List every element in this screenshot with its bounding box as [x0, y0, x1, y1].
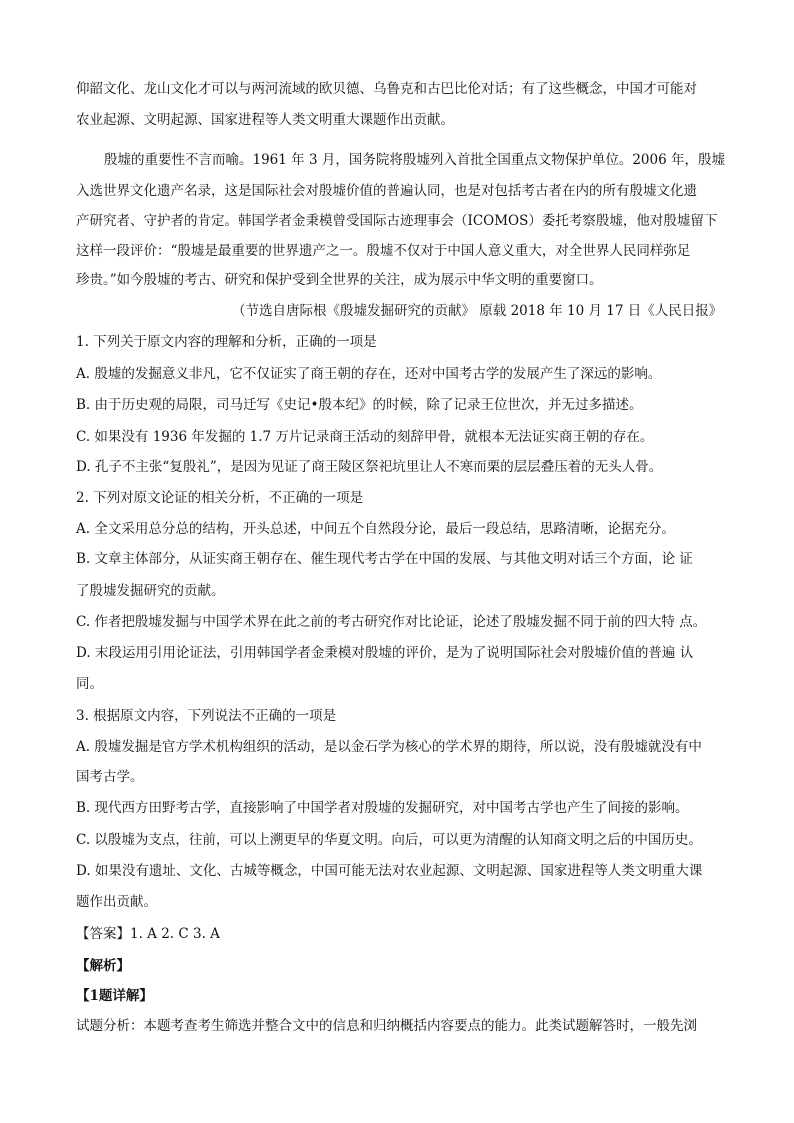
question-option: C. 如果没有 1936 年发掘的 1.7 万片记录商王活动的刻辞甲骨，就根本无法证实商王朝的存在。	[76, 429, 654, 445]
passage-line: 仰韶文化、龙山文化才可以与两河流域的欧贝德、乌鲁克和古巴比伦对话；有了这些概念，中国才可能对	[76, 81, 697, 97]
question-option: C. 以殷墟为支点，往前，可以上溯更早的华夏文明。向后，可以更为清醒的认知商文明之后的中国历史。	[76, 832, 702, 848]
question-option: A. 殷墟的发掘意义非凡，它不仅证实了商王朝的存在，还对中国考古学的发展产生了深远的影响。	[76, 366, 662, 382]
question-option: D. 如果没有遗址、文化、古城等概念，中国可能无法对农业起源、文明起源、国家进程等人类文明重大课	[76, 863, 703, 879]
detail-heading: 【1题详解】	[76, 988, 153, 1004]
question-option-continuation: 同。	[76, 676, 103, 692]
answer-line: 【答案】1. A 2. C 3. A	[76, 926, 220, 942]
passage-line: 入选世界文化遗产名录，这是国际社会对殷墟价值的普遍认同，也是对包括考古者在内的所有殷墟文化遗	[76, 183, 697, 199]
question-option-continuation: 国考古学。	[76, 769, 144, 785]
analysis-text: 试题分析：本题考查考生筛选并整合文中的信息和归纳概括内容要点的能力。此类试题解答时，一般先浏	[76, 1018, 697, 1034]
question-option: C. 作者把殷墟发掘与中国学术界在此之前的考古研究作对比论证，论述了殷墟发掘不同于前的四大特 点。	[76, 614, 707, 630]
passage-line: 农业起源、文明起源、国家进程等人类文明重大课题作出贡献。	[76, 112, 454, 128]
question-option: A. 殷墟发掘是官方学术机构组织的活动，是以金石学为核心的学术界的期待，所以说，没有殷墟就没有中	[76, 739, 702, 755]
question-option: D. 孔子不主张“复殷礼”，是因为见证了商王陵区祭祀坑里让人不寒而栗的层层叠压着的无头人骨。	[76, 459, 663, 475]
passage-line: 珍贵。”如今殷墟的考古、研究和保护受到全世界的关注，成为展示中华文明的重要窗口。	[76, 272, 603, 288]
question-stem: 1. 下列关于原文内容的理解和分析，正确的一项是	[76, 334, 377, 350]
passage-line: 殷墟的重要性不言而喻。1961 年 3 月，国务院将殷墟列入首批全国重点文物保护单位。2006 年，殷墟	[104, 152, 725, 168]
question-option: B. 现代西方田野考古学，直接影响了中国学者对殷墟的发掘研究，对中国考古学也产生了间接的影响。	[76, 800, 689, 816]
question-stem: 2. 下列对原文论证的相关分析，不正确的一项是	[76, 490, 364, 506]
question-option: B. 由于历史观的局限，司马迁写《史记•殷本纪》的时候，除了记录王位世次，并无过多描述。	[76, 397, 643, 413]
passage-line: 这样一段评价：“殷墟是最重要的世界遗产之一。殷墟不仅对于中国人意义重大，对全世界人民同样弥足	[76, 243, 691, 259]
passage-line: 产研究者、守护者的肯定。韩国学者金秉模曾受国际古迹理事会（ICOMOS）委托考察殷墟，他对殷墟留下	[76, 213, 718, 229]
question-option-continuation: 了殷墟发掘研究的贡献。	[76, 583, 225, 599]
question-option: A. 全文采用总分总的结构，开头总述，中间五个自然段分论，最后一段总结，思路清晰，论据充分。	[76, 521, 675, 537]
question-option: B. 文章主体部分，从证实商王朝存在、催生现代考古学在中国的发展、与其他文明对话三个方面，论 证	[76, 551, 693, 567]
question-stem: 3. 根据原文内容，下列说法不正确的一项是	[76, 708, 337, 724]
question-option: D. 末段运用引用论证法，引用韩国学者金秉模对殷墟的评价，是为了说明国际社会对殷墟价值的普遍 认	[76, 645, 694, 661]
question-option-continuation: 题作出贡献。	[76, 894, 157, 910]
source-citation: （节选自唐际根《殷墟发掘研究的贡献》 原载 2018 年 10 月 17 日《人民日报》	[232, 303, 723, 319]
analysis-heading: 【解析】	[76, 958, 130, 974]
